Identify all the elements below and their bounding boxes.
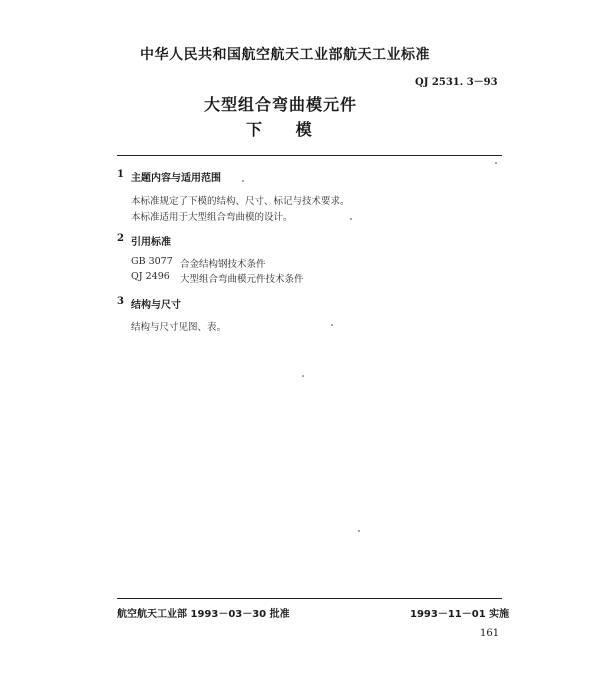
section-1-line-2: 本标准适用于大型组合弯曲模的设计。 [131,212,293,223]
page-number: 161 [480,628,500,639]
document-subtitle: 下 模 [246,120,326,139]
scan-speck [495,162,497,164]
document-title: 大型组合弯曲模元件 [204,95,358,114]
section-2-number: 2 [117,233,124,244]
scan-speck [331,324,333,326]
section-3-line-1: 结构与尺寸见图、表。 [131,322,227,333]
section-1-number: 1 [117,169,124,180]
issuing-organization: 中华人民共和国航空航天工业部航天工业标准 [140,47,430,63]
footer-divider [117,598,502,599]
section-2-heading: 引用标准 [131,237,171,248]
section-3-heading: 结构与尺寸 [131,300,181,311]
scan-speck [358,530,360,532]
standard-code: QJ 2531. 3－93 [415,77,498,88]
effective-date-line: 1993－11－01 实施 [410,609,510,620]
reference-1-code: GB 3077 [131,256,173,267]
header-divider [117,155,502,156]
reference-2-title: 大型组合弯曲模元件技术条件 [180,274,304,285]
section-1-line-1: 本标准规定了下模的结构、尺寸、标记与技术要求。 [131,196,350,207]
approval-line: 航空航天工业部 1993－03－30 批准 [117,609,290,620]
reference-1-title: 合金结构钢技术条件 [180,259,266,270]
section-3-number: 3 [117,296,124,307]
section-1-heading: 主题内容与适用范围 [131,173,221,184]
reference-2-code: QJ 2496 [131,271,170,282]
scan-speck [242,180,244,182]
scan-speck [350,218,352,220]
scan-speck [302,375,304,377]
